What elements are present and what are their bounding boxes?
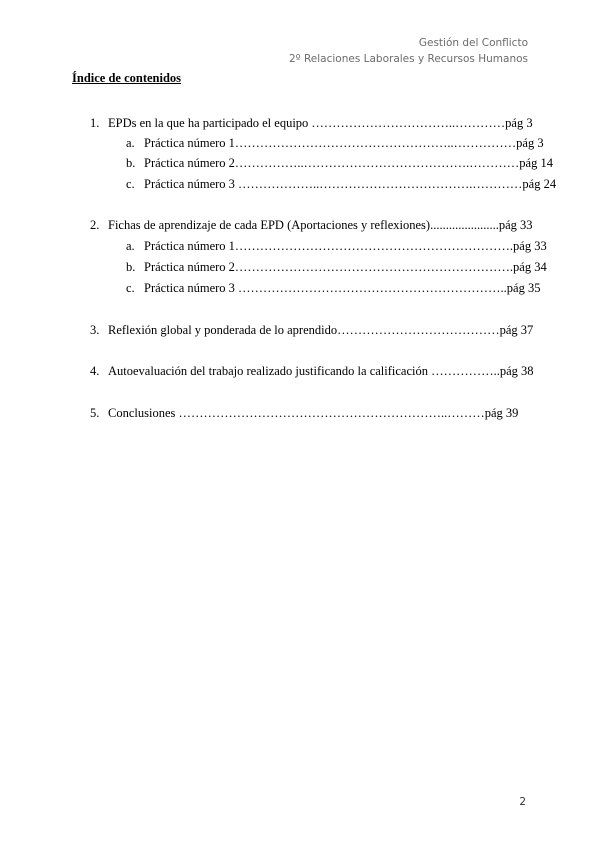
toc-entry-text: Reflexión global y ponderada de lo aprendido…………………………………pág 37 (108, 323, 534, 337)
toc-entry-text: Práctica número 2……………..………………………………….…………pág 14 (144, 156, 553, 170)
toc-entry-text: EPDs en la que ha participado el equipo ……………………………..…………pág 3 (108, 116, 533, 130)
toc-entry-number: 4. (90, 364, 100, 378)
page-header (289, 35, 528, 67)
toc-entry-text: Conclusiones ………………………………………………………..………pág 39 (108, 406, 519, 420)
toc-entry-number: 3. (90, 323, 100, 337)
toc-entry-number: 1. (90, 116, 100, 130)
toc-entry-text: Práctica número 2………………………………………………………….pág 34 (144, 260, 547, 274)
toc-entry-text: Autoevaluación del trabajo realizado justificando la calificación ……………..pág 38 (108, 364, 534, 378)
toc-title: Índice de contenidos (72, 71, 182, 85)
toc-entry-letter: a. (126, 239, 135, 253)
toc-entry-letter: b. (126, 156, 136, 170)
toc-entry-number: 2. (90, 218, 100, 232)
toc-entry-text: Práctica número 1……………………………………………..……………pág 3 (144, 136, 544, 150)
toc-entry-text: Práctica número 1………………………………………………………….pág 33 (144, 239, 547, 253)
toc-entry-number: 5. (90, 406, 100, 420)
toc-entry-text: Fichas de aprendizaje de cada EPD (Aportaciones y reflexiones)......................pág 33 (108, 218, 533, 232)
toc-entry-letter: b. (126, 260, 136, 274)
toc-entry-text: Práctica número 3 ………………..……………………………….…………pág 24 (144, 177, 557, 191)
toc-entry-letter: a. (126, 136, 135, 150)
page-number: 2 (519, 796, 526, 808)
toc-entry-letter: c. (126, 281, 135, 295)
header-course-title: Gestión del Conflicto (418, 37, 528, 49)
toc-entry-text: Práctica número 3 ………………………………………………………..pág 35 (144, 281, 541, 295)
header-degree: 2º Relaciones Laborales y Recursos Humanos (289, 53, 528, 65)
toc-entry-letter: c. (126, 177, 135, 191)
